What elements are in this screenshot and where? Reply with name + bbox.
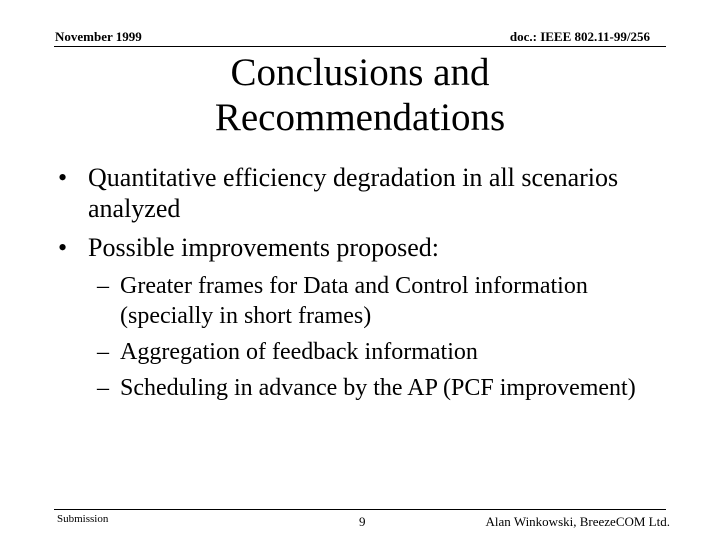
title-line-1: Conclusions and	[230, 51, 490, 94]
footer-submission: Submission	[57, 513, 109, 525]
slide-body	[58, 162, 658, 409]
header-date: November 1999	[55, 29, 142, 44]
sub-bullet-item	[97, 337, 658, 367]
sub-bullet-item	[97, 271, 658, 331]
header-rule	[54, 46, 666, 47]
sub-bullet-text: Greater frames for Data and Control information (specially in short frames)	[120, 273, 588, 329]
bullet-marker: •	[58, 233, 68, 262]
sub-bullet-list	[58, 271, 658, 403]
footer-author: Alan Winkowski, BreezeCOM Ltd.	[485, 514, 670, 529]
sub-bullet-text: Scheduling in advance by the AP (PCF improvement)	[120, 375, 636, 401]
page-number: 9	[359, 514, 366, 529]
footer-rule	[54, 509, 666, 510]
sub-bullet-text: Aggregation of feedback information	[120, 339, 478, 365]
bullet-item	[58, 162, 658, 224]
header-doc-id: doc.: IEEE 802.11-99/256	[509, 29, 650, 44]
sub-bullet-marker: –	[97, 375, 109, 401]
sub-bullet-marker: –	[97, 273, 109, 299]
bullet-text: Quantitative efficiency degradation in all scenarios analyzed	[88, 163, 619, 223]
bullet-item	[58, 232, 658, 263]
slide-title	[0, 50, 720, 140]
bullet-text: Possible improvements proposed:	[88, 233, 439, 262]
sub-bullet-marker: –	[97, 339, 109, 365]
sub-bullet-item	[97, 373, 658, 403]
bullet-marker: •	[58, 163, 68, 192]
title-line-2: Recommendations	[214, 96, 506, 139]
